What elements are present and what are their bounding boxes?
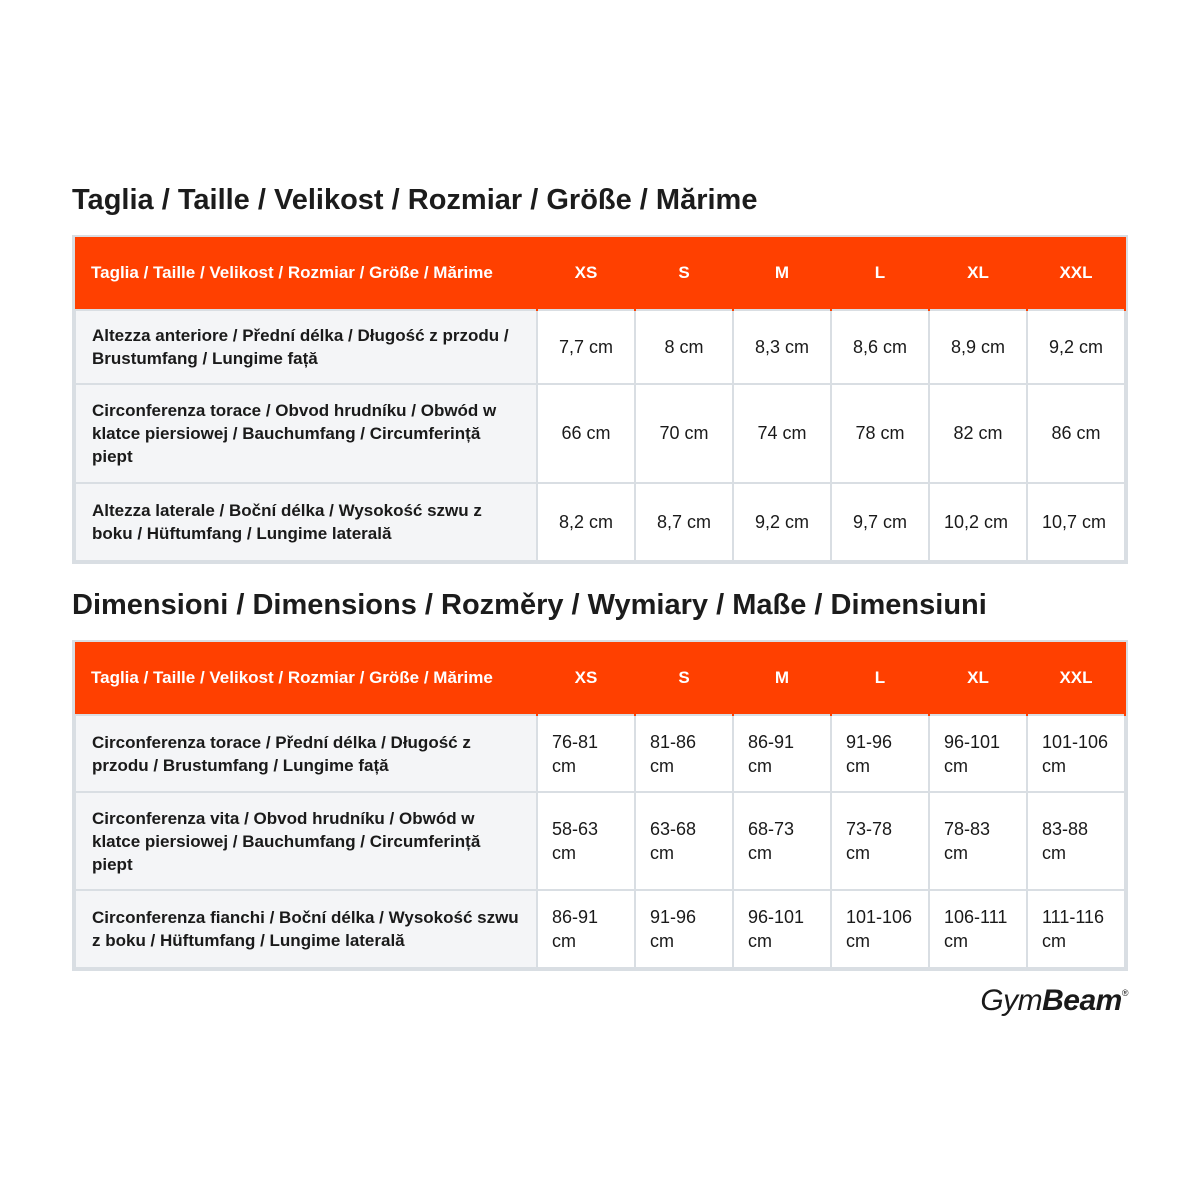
dimensions-section-title: Dimensioni / Dimensions / Rozměry / Wymiary / Maße / Dimensiuni [72,589,987,621]
dimensions-table [72,640,1128,971]
header-size-xxl: XXL [1027,642,1125,715]
table-cell: 8 cm [635,310,733,384]
gymbeam-logo [980,984,1128,1018]
table-cell: 86-91 cm [733,715,831,792]
table-cell: 106-111 cm [929,890,1027,968]
header-size-l: L [831,237,929,310]
header-size-m: M [733,237,831,310]
table-cell: 8,6 cm [831,310,929,384]
table-header-row [75,237,1125,310]
table-cell: 63-68 cm [635,792,733,890]
header-size-xl: XL [929,642,1027,715]
table-cell: 8,7 cm [635,483,733,561]
table-cell: 9,2 cm [733,483,831,561]
table-cell: 70 cm [635,384,733,483]
table-cell: 91-96 cm [831,715,929,792]
table-cell: 74 cm [733,384,831,483]
table-row [75,483,1125,561]
table-cell: 78 cm [831,384,929,483]
header-size-s: S [635,237,733,310]
table-cell: 78-83 cm [929,792,1027,890]
table-row [75,310,1125,384]
registered-mark: ® [1121,988,1128,998]
row-label: Circonferenza torace / Obvod hrudníku / Obwód w klatce piersiowej / Bauchumfang / Circumferință piept [75,384,537,483]
table-cell: 82 cm [929,384,1027,483]
size-section-title: Taglia / Taille / Velikost / Rozmiar / Größe / Mărime [72,184,758,216]
header-size-xl: XL [929,237,1027,310]
table-cell: 101-106 cm [831,890,929,968]
table-cell: 9,2 cm [1027,310,1125,384]
row-label: Altezza anteriore / Přední délka / Długość z przodu / Brustumfang / Lungime față [75,310,537,384]
table-cell: 10,7 cm [1027,483,1125,561]
table-cell: 7,7 cm [537,310,635,384]
table-cell: 58-63 cm [537,792,635,890]
table-cell: 68-73 cm [733,792,831,890]
header-size-xs: XS [537,642,635,715]
table-cell: 9,7 cm [831,483,929,561]
logo-beam-text: Beam [1042,984,1122,1017]
table-cell: 81-86 cm [635,715,733,792]
table-cell: 76-81 cm [537,715,635,792]
header-size-l: L [831,642,929,715]
table-cell: 91-96 cm [635,890,733,968]
header-size-xxl: XXL [1027,237,1125,310]
table-cell: 8,9 cm [929,310,1027,384]
header-size-s: S [635,642,733,715]
table-cell: 111-116 cm [1027,890,1125,968]
table-cell: 8,2 cm [537,483,635,561]
table-cell: 86 cm [1027,384,1125,483]
logo-gym-text: Gym [980,984,1043,1017]
table-cell: 8,3 cm [733,310,831,384]
table-row [75,715,1125,792]
table-cell: 101-106 cm [1027,715,1125,792]
table-cell: 10,2 cm [929,483,1027,561]
row-label: Circonferenza torace / Přední délka / Długość z przodu / Brustumfang / Lungime față [75,715,537,792]
table-cell: 96-101 cm [733,890,831,968]
table-cell: 66 cm [537,384,635,483]
table-row [75,792,1125,890]
row-label: Altezza laterale / Boční délka / Wysokość szwu z boku / Hüftumfang / Lungime laterală [75,483,537,561]
header-label: Taglia / Taille / Velikost / Rozmiar / Größe / Mărime [75,642,537,715]
table-cell: 73-78 cm [831,792,929,890]
table-header-row [75,642,1125,715]
table-cell: 86-91 cm [537,890,635,968]
size-table [72,235,1128,564]
table-row [75,890,1125,968]
table-cell: 96-101 cm [929,715,1027,792]
header-label: Taglia / Taille / Velikost / Rozmiar / Größe / Mărime [75,237,537,310]
table-cell: 83-88 cm [1027,792,1125,890]
header-size-xs: XS [537,237,635,310]
table-row [75,384,1125,483]
row-label: Circonferenza vita / Obvod hrudníku / Obwód w klatce piersiowej / Bauchumfang / Circumferință piept [75,792,537,890]
row-label: Circonferenza fianchi / Boční délka / Wysokość szwu z boku / Hüftumfang / Lungime laterală [75,890,537,968]
header-size-m: M [733,642,831,715]
